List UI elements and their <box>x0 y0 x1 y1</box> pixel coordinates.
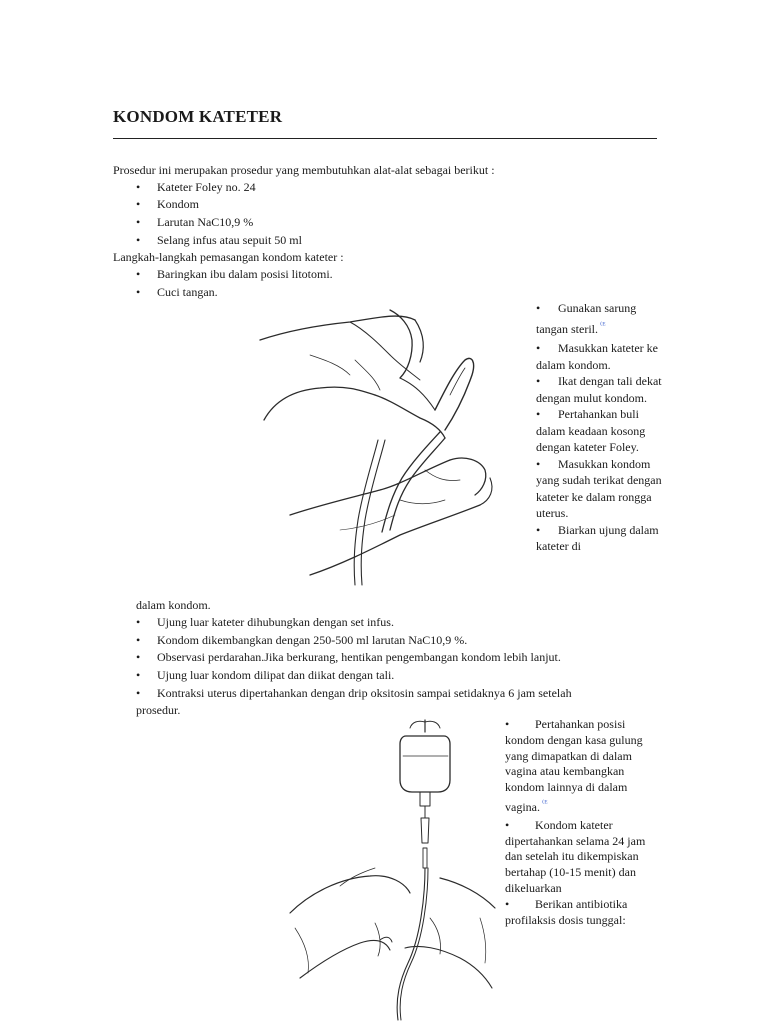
bullet-icon: • <box>136 215 141 229</box>
reference-mark-icon[interactable]: ⁽ᴱ <box>542 797 548 808</box>
list-item: • Kontraksi uterus dipertahankan dengan drip oksitosin sampai setidaknya 6 jam setelah <box>136 686 572 700</box>
page-title: KONDOM KATETER <box>113 107 283 126</box>
list-item: • Ujung luar kateter dihubungkan dengan set infus. <box>136 615 394 629</box>
gloved-hands-illustration <box>250 300 530 590</box>
continuation-text: prosedur. <box>136 703 181 717</box>
bullet-icon: • <box>536 341 541 355</box>
list-item: • Kondom dikembangkan dengan 250-500 ml larutan NaC10,9 %. <box>136 633 468 647</box>
bullet-icon: • <box>536 301 541 315</box>
bullet-icon: • <box>136 633 141 647</box>
bullet-icon: • <box>505 717 510 731</box>
list-item: • Masukkan kateter ke dalam kondom. <box>536 341 658 372</box>
bullet-icon: • <box>505 817 510 832</box>
steps-heading: Langkah-langkah pemasangan kondom kateter : <box>113 250 344 264</box>
right-steps-column-2 <box>505 717 655 928</box>
infusion-illustration <box>280 718 500 1024</box>
bullet-icon: • <box>505 896 510 911</box>
list-item: • Berikan antibiotika profilaksis dosis tunggal: <box>505 896 628 927</box>
list-item: • Cuci tangan. <box>136 285 218 299</box>
list-item: • Kateter Foley no. 24 <box>136 180 256 194</box>
bullet-icon: • <box>536 374 541 388</box>
bullet-icon: • <box>136 197 141 211</box>
reference-mark-icon[interactable]: ⁽ᴱ <box>599 319 606 330</box>
intro-text: Prosedur ini merupakan prosedur yang membutuhkan alat-alat sebagai berikut : <box>113 163 495 177</box>
list-item: • Ujung luar kondom dilipat dan diikat dengan tali. <box>136 668 395 682</box>
list-item: • Kondom <box>136 197 199 211</box>
bullet-icon: • <box>136 233 141 247</box>
list-item: • Masukkan kondom yang sudah terikat dengan kateter ke dalam rongga uterus. <box>536 456 662 520</box>
bullet-icon: • <box>136 180 141 194</box>
bullet-icon: • <box>536 456 541 471</box>
bullet-icon: • <box>136 615 141 629</box>
list-item: • Pertahankan posisi kondom dengan kasa gulung yang dimapatkan di dalam vagina atau kembangkan kondom lainnya di dalam vagina. $^{^(ᴱ}$ <box>505 717 643 814</box>
list-item: • Biarkan ujung dalam kateter di <box>536 522 659 553</box>
list-item: • Ikat dengan tali dekat dengan mulut kondom. <box>536 374 662 405</box>
bullet-icon: • <box>136 686 141 700</box>
bullet-icon: • <box>136 267 141 281</box>
bullet-icon: • <box>536 407 541 421</box>
list-item: • Selang infus atau sepuit 50 ml <box>136 233 302 247</box>
list-item: • Pertahankan buli dalam keadaan kosong dengan kateter Foley. <box>536 407 646 454</box>
bullet-icon: • <box>136 668 141 682</box>
list-item: • Kondom kateter dipertahankan selama 24 jam dan setelah itu dikempiskan bertahap (10-15 menit) dan dikeluarkan <box>505 817 646 895</box>
title-divider <box>113 138 657 139</box>
continuation-text: dalam kondom. <box>136 598 211 612</box>
list-item: • Observasi perdarahan.Jika berkurang, hentikan pengembangan kondom lebih lanjut. <box>136 650 561 664</box>
bullet-icon: • <box>536 522 541 537</box>
right-steps-column-1 <box>536 300 662 555</box>
list-item: • Gunakan sarung tangan steril. $^{^(ᴱ}$ <box>536 301 637 336</box>
bullet-icon: • <box>136 650 141 664</box>
bullet-icon: • <box>136 285 141 299</box>
list-item: • Larutan NaC10,9 % <box>136 215 254 229</box>
list-item: • Baringkan ibu dalam posisi litotomi. <box>136 267 333 281</box>
